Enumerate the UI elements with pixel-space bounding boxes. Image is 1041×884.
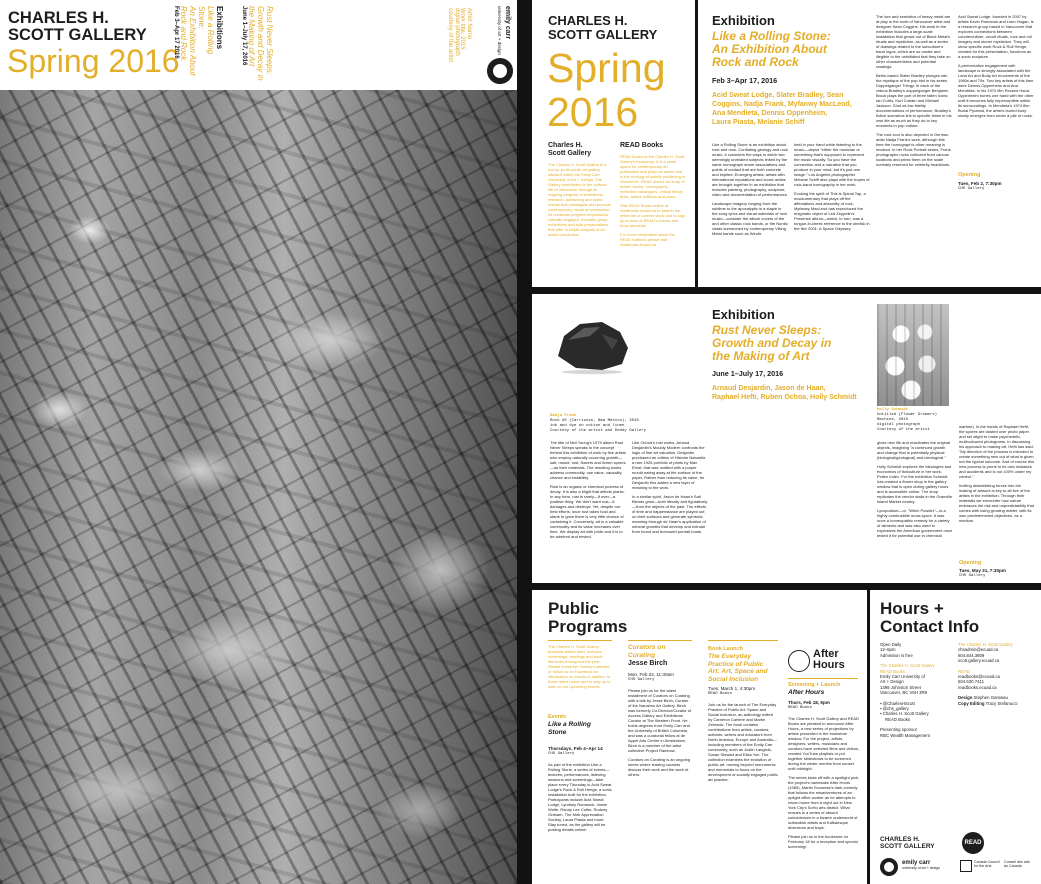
cover-exhibition-2-title-1: Rust Never Sleeps: bbox=[265, 6, 274, 75]
exhibition-2-col1-text-1: The title of Neil Young's 1979 album Rust Never Sleeps speaks to the concept behind this exhibition of work by five artists who employ naturally occurring growth—salt, mould, rust, flowers and lichen spores—as their materials. The resulting works address commodity, use value, causality, chance and instability. bbox=[550, 440, 626, 480]
programs-col2-rule bbox=[628, 640, 692, 641]
exhibition-1-label: Exhibition bbox=[712, 13, 775, 28]
intro-panel bbox=[532, 0, 695, 287]
contact-info bbox=[958, 642, 1036, 706]
exhibition-2-col3-text-1: gives new life and reactivates the original objects, imagining "a continued growth and change that is potentially physical (biological/geological) and ideological." bbox=[877, 440, 950, 460]
programs-heading-1: Public bbox=[548, 599, 600, 618]
hours-open-label: Open Daily bbox=[880, 642, 902, 647]
exhibition-2-col2-text-2: In a similar spirit, Jason de Haan's Salt Blends grow—both literally and figuratively—from the objects of the past. The effects of time and happenstance are played out on their surfaces and generate symbolic meaning through de Haan's application of mineral growths that develop and extrude from found and borrowed portrait busts. bbox=[632, 494, 708, 534]
talk-text bbox=[628, 688, 692, 777]
programs-events-label: Events bbox=[548, 714, 567, 720]
contact-label: The Charles H. Scott Gallery bbox=[958, 642, 1013, 647]
read-email[interactable]: readbooks@ecuad.ca bbox=[958, 674, 1000, 680]
read-web[interactable]: readbooks.ecuad.ca bbox=[958, 684, 997, 690]
launch-title-3: Art: Art, Space and bbox=[708, 668, 768, 676]
after-hours-logo-text-2: Hours bbox=[813, 659, 845, 671]
exhibition-2-dates: June 1–July 17, 2016 bbox=[712, 369, 784, 378]
after-hours-logo-icon bbox=[788, 650, 810, 672]
sponsor-label: Presenting sponsor bbox=[880, 727, 918, 733]
screening-text-2: The series kicks off with a spotlight pick, the project's namesake After Hours (1985), Martin Scorsese's dark comedy that follows the misadventures of an uptight office worker as he attempts to return home from a night out in New York City's SoHo arts district. What ensues is a series of absurd coincidences in a bizarre underworld of outlandish artists and Kafkaesque diversions and traps. bbox=[788, 775, 860, 830]
talk-text-2: Curators on Curating is an ongoing series where leading curators discuss their work and the work of others. bbox=[628, 757, 691, 777]
copy-label: Copy Editing bbox=[958, 700, 985, 706]
cover-credit-2: Work title, 2015 bbox=[459, 8, 465, 50]
exhibition-1-title-3: Rock and Rock bbox=[712, 55, 799, 69]
launch-title-2: Practice of Public bbox=[708, 660, 764, 668]
talk-label-1: Curators on bbox=[628, 644, 666, 651]
screening-text-1: The Charles H. Scott Gallery and READ Books are pleased to announce After Hours, a new series of projections by artists presented in the bookstore window. For the project, artists, designers, writers, musicians and curators have selected films and videos, created YouTube playlists or put together slideshows to be screened during the winter months from sunset until midnight. bbox=[788, 716, 860, 771]
cover-gallery-name bbox=[8, 10, 147, 44]
exhibition-1-col4-text bbox=[958, 14, 1034, 118]
photo-caption bbox=[877, 408, 957, 433]
social-instagram-handle: @chs_gallery bbox=[882, 706, 909, 712]
programs-heading-2: Programs bbox=[548, 617, 628, 636]
rock-caption-courtesy: Courtesy of the artist and Deddy Gallery bbox=[550, 429, 647, 433]
address-line-5: 1399 Johnston Street bbox=[880, 684, 921, 690]
rock-caption-medium: ink and dye on cotton and linen bbox=[550, 424, 625, 428]
intro-season-1: Spring bbox=[547, 45, 666, 91]
event-1-venue: CHS Gallery bbox=[548, 752, 575, 756]
footer-ec-logo bbox=[902, 860, 940, 871]
exhibition-1-col1-text-2: Landscape imagery ranging from the sublime to the apocalyptic is a staple in the song lyrics and visual materials of rock music—consider the album covers of the and other classic rock bands, or the Nordic vistas summoned by contemporary Viking Metal bands such as Windir. bbox=[712, 201, 788, 236]
address-line-1: The Charles H. Scott Gallery bbox=[880, 663, 935, 669]
exhibition-2-opening-date: Tues, May 31, 7:30pm bbox=[959, 568, 1006, 573]
talk-text-1: Please join us for the latest installment of Curators on Curating with a talk by Jesse Birch, Curator of the Nanaimo Art Gallery. Birch was formerly Co-Director/Curator of Access Gallery and Exhibitions Curator at The Western Front. He holds degrees from Emily Carr and the University of British Columbia, and was a curatorial fellow at de Appel Arts Centre in Amsterdam. Birch is a member of the artist collective Project Rainbow. bbox=[628, 688, 692, 753]
hours-heading-2: Contact Info bbox=[880, 617, 980, 636]
exhibition-1-artists-1: Acid Sweat Lodge, Slater Bradley, Sean bbox=[712, 92, 844, 99]
cover-credit-3: digital photograph bbox=[454, 8, 460, 56]
exhibition-2-panel bbox=[532, 294, 1041, 583]
facebook-icon: ▪ bbox=[880, 711, 883, 717]
footer-gallery-2: SCOTT GALLERY bbox=[880, 843, 935, 850]
exhibition-2-col4-text bbox=[959, 424, 1035, 523]
photo-caption-medium: digital photograph bbox=[877, 423, 921, 427]
rock-caption-artist: Nadja Frank bbox=[550, 414, 577, 418]
intro-col2-heading: READ Books bbox=[620, 142, 664, 149]
after-hours-logo-text-1: After bbox=[813, 648, 839, 660]
intro-col2-text-2: Visit READ Books online at readbooks.ecuad.ca to search our entire list of current stock and to sign up to hear of READ's events and book launches. bbox=[620, 203, 686, 228]
social-facebook-1: Charles H. Scott Gallery bbox=[882, 711, 929, 717]
exhibition-1-col3-text bbox=[876, 14, 952, 167]
exhibition-1-artists-4: Laura Piasta, Melanie Schiff bbox=[712, 119, 805, 126]
exhibition-2-artists-1: Arnaud Desjardin, Jason de Haan, bbox=[712, 385, 826, 392]
cover-logo-text bbox=[504, 6, 511, 39]
intro-col2-text-1: READ Books is the Charles H. Scott Gallery's bookshop. It is a small space for contemporary art publication and plays an active role in the ecology of artistic publishing in Vancouver. READ stocks an array of artists' books, monographs, exhibition catalogues, critical theory texts, artists' editions and zines. bbox=[620, 154, 686, 199]
exhibition-1-col1-text bbox=[712, 142, 788, 236]
hours-heading-1: Hours + bbox=[880, 599, 944, 618]
footer-cc-4: du Canada bbox=[1004, 864, 1022, 869]
flower-machine-photograph bbox=[877, 304, 949, 406]
social-facebook-2: READ Books bbox=[885, 716, 911, 722]
footer-cc-en bbox=[974, 860, 1002, 869]
cover-logo-subtext bbox=[496, 6, 503, 55]
launch-title bbox=[708, 653, 782, 683]
exhibition-2-col4-text-1: warfare). In the hands of Raphael Hefti, the spores are dusted over photo paper and set alight to make psychedelic, multicoloured photograms. In discussing his approach to making art, Hefti has said: "My direction of the process is intended to create something new out of what is given, not the typical outcome. And of course this new process is prone to its own mistakes and accidents and is not 100% under my control." bbox=[959, 424, 1035, 479]
copy-credit bbox=[958, 701, 1036, 706]
exhibition-2-col3-text-2: Holly Schmidt explores the ideologies and economics of floriculture in her work, Pollen Index. For the exhibition Schmidt has created a flower shop in the gallery window that is open during gallery hours and is accessible online. The shop replicates the vendor stalls in the Granville Island Market nearby. bbox=[877, 464, 953, 504]
rock-shape bbox=[550, 314, 634, 376]
read-label: READ bbox=[958, 668, 970, 674]
footer-gallery-logo bbox=[880, 836, 935, 850]
intro-season-2: 2016 bbox=[547, 89, 639, 135]
cover-page bbox=[0, 0, 517, 884]
cover-exhibition-1-title-1: Like a Rolling bbox=[206, 6, 215, 55]
talk-date: Mon, Feb 22, 11:30am bbox=[628, 672, 674, 677]
exhibition-1-col2-text-1: held in your hand while listening to the music—depict "either the musician or something that's supposed to represent the music visually. So you have the connection and a narrative that you produce in your mind, but it's just one image." Los Angeles photographer Melanie Schiff also plays with the tropes of rock-band iconography in her work. bbox=[794, 142, 870, 187]
hours-open-time: 12–5pm bbox=[880, 647, 896, 653]
exhibition-2-col2-text bbox=[632, 440, 708, 534]
intro-season bbox=[547, 46, 666, 134]
emily-carr-logo-icon bbox=[487, 58, 513, 84]
exhibition-2-opening-label: Opening bbox=[959, 560, 982, 566]
exhibition-1-panel bbox=[698, 0, 1041, 287]
cover-credit-1: Artist Name bbox=[466, 8, 472, 40]
screening-label: Screening + Launch bbox=[788, 682, 841, 688]
exhibition-1-col1-text-1: Like a Rolling Stone is an exhibition about rock and rock. Conflating geology and rock music, it considers the ways in which two seemingly unrelated subjects linked by the same homograph share associations and points of contact that are both concrete and implied. Emerging artists, artists with international reputations and iconic artists are brought together in an exhibition that includes painting, photography, sculpture, video and documentation of performances. bbox=[712, 142, 788, 197]
cover-logo-text-2: university of art + design bbox=[497, 6, 502, 55]
cover-gallery-name-line-1: CHARLES H. bbox=[8, 9, 109, 27]
instagram-icon: ▪ bbox=[880, 706, 883, 712]
brochure-spread bbox=[532, 0, 1041, 884]
address-line-4: Art + Design bbox=[880, 679, 904, 685]
talk-label bbox=[628, 644, 692, 659]
exhibition-2-artists-2: Raphael Hefti, Ruben Ochoa, Holly Schmidt bbox=[712, 394, 857, 401]
screening-text bbox=[788, 716, 860, 849]
cover-exhibitions-label: Exhibitions bbox=[215, 6, 224, 50]
intro-col2-text-3: For more information about the READ Editions please visit readbooks.ecuad.ca bbox=[620, 232, 675, 247]
cover-exhibition-2-title-3: the Making of Art bbox=[247, 6, 256, 67]
exhibition-1-title-2: An Exhibition About bbox=[712, 42, 827, 56]
photo-caption-title-2: Machine, 2015 bbox=[877, 418, 909, 422]
photo-caption-artist: Holly Schmidt bbox=[877, 408, 909, 412]
exhibition-2-col1-text bbox=[550, 440, 626, 539]
exhibition-2-col4-text-2: Inviting destabilizing forces into the making of artwork is key to all five of the artists in the exhibition. Through their materials we encounter how nature embraces the risk and unpredictability that comes with using growing matter, with its own predetermined objectives, as a medium. bbox=[959, 483, 1034, 523]
hours-admission: Admission is free bbox=[880, 652, 913, 658]
cover-rock-photograph bbox=[0, 90, 517, 884]
exhibition-2-title-1: Rust Never Sleeps: bbox=[712, 323, 822, 337]
exhibition-2-title bbox=[712, 324, 872, 363]
emily-carr-footer-icon bbox=[880, 858, 898, 876]
cover-exhibition-1-title-3: An Exhibition About bbox=[188, 6, 197, 76]
read-phone: 604.630.7411 bbox=[958, 679, 984, 685]
twitter-icon: ▪ bbox=[880, 700, 883, 706]
cover-exhibition-1-title-4: Rock and Rock bbox=[179, 6, 188, 61]
footer-cc-fr bbox=[1004, 860, 1034, 869]
exhibition-1-col2-text-2: Evoking the spirit of This is Spinal Tap, a mockumentary that plays off the affectations and absurdity of rock, Myfanwy MacLeod has reproduced the enigmatic object of Led Zeppelin's Presence album—which, in turn, was a tongue-in-cheek reference to the obelisk in the film 2001: A Space Odyssey. bbox=[794, 191, 870, 231]
talk-speaker: Jesse Birch bbox=[628, 660, 668, 667]
exhibition-1-title bbox=[712, 30, 892, 69]
canada-council-icon bbox=[960, 860, 972, 872]
talk-label-2: Curating bbox=[628, 651, 656, 659]
cover-exhibition-1-dates: Feb 3–Apr 17 2016 bbox=[173, 6, 179, 59]
footer-cc-3: Conseil des arts bbox=[1004, 860, 1030, 864]
cover-exhibition-2-title-2: Growth and Decay in bbox=[256, 6, 265, 81]
exhibition-1-col2-text bbox=[794, 142, 870, 231]
intro-gallery-name bbox=[548, 14, 657, 42]
exhibition-1-artists-2: Coggins, Nadja Frank, Myfanwy MacLeod, bbox=[712, 101, 852, 108]
rock-photograph bbox=[550, 314, 634, 376]
intro-col1-heading bbox=[548, 142, 612, 158]
exhibition-2-label: Exhibition bbox=[712, 307, 775, 322]
programs-col1-rule bbox=[548, 640, 612, 641]
event-1-text: As part of the exhibition Like a Rolling Stone, a series of events—lectures, performances, listening sessions and screenings—take place every Thursday in Acid Sweat Lodge's Rock & Roll Henge, a sonic installation built for the exhibition. Participants include Acid Sweat Lodge, Lyndsey Romanuk, Jamie Wolfe, Randy Lee Cutler, Rodney Graham, The Mob Appreciation Society, Laura Piasta and more. Stay tuned, as the gallery will be posting details online! bbox=[548, 762, 612, 832]
talk-venue: CHS Gallery bbox=[628, 678, 655, 682]
footer-cc-1: Canada Council bbox=[974, 860, 1000, 864]
exhibition-1-col3-text-2: Berlin-based Slater Bradley plunges into the mystique of the pop idol in his series Doppelganger Trilogy. In each of the videos Bradley's doppelganger Benjamin Brock plays the part of three fallen icons: Ian Curtis, Kurt Cobain and Michael Jackson. Shot as low fidelity documentations of performance, Bradley's fictive scenarios link to specific times in his own life as much as they do to key moments in pop culture. bbox=[876, 73, 952, 128]
cover-image-credit-b bbox=[446, 8, 460, 62]
launch-title-4: Social Inclusion bbox=[708, 675, 759, 683]
event-1-title-1: Like a Rolling bbox=[548, 721, 591, 728]
launch-venue: READ Books bbox=[708, 692, 733, 696]
rock-caption bbox=[550, 414, 670, 434]
exhibition-1-artists-3: Ana Mendieta, Dennis Oppenheim, bbox=[712, 110, 828, 117]
hours-info bbox=[880, 642, 952, 738]
programs-intro-text: The Charles H. Scott Gallery presents artist's talks, lectures, screenings, readings and book launches throughout the year. Please check the Gallery's website or follow us on Facebook for information on events in addition to those listed below and to stay up to date on our upcoming events. bbox=[548, 644, 611, 689]
exhibition-2-opening-venue: CHS Gallery bbox=[959, 574, 986, 578]
programs-col3-rule bbox=[708, 640, 778, 641]
contact-phone: 604.844.3809 bbox=[958, 652, 985, 658]
exhibition-2-artists bbox=[712, 384, 882, 402]
address-line-3: Emily Carr University of bbox=[880, 674, 925, 680]
cover-image-credit bbox=[458, 8, 472, 50]
rock-caption-title: Rock #5 (Carrizozo, New Mexico), 2010 bbox=[550, 419, 639, 423]
photo-caption-title: Untitled (Flower Growers) bbox=[877, 413, 938, 417]
copy-name: Tracy Stefanucci bbox=[985, 700, 1018, 706]
social-twitter-handle: @CharlesHScott bbox=[882, 700, 915, 706]
programs-col4-rule bbox=[788, 678, 858, 679]
contact-email[interactable]: chsadmin@ecuad.ca bbox=[958, 647, 999, 653]
exhibition-1-col3-text-1: The lore and semiotics of heavy metal are at play in the work of Vancouver artist and designer Sean Coggins. His work in the exhibition includes a large-scale installation that grows out of Black Metal's rituals and mysticism, as well as a series of drawings related to the subculture's band logos, which are so ornate and illegible to the uninitiated that they take on other characteristics and potential readings. bbox=[876, 14, 951, 69]
intro-gallery-name-1: CHARLES H. bbox=[548, 13, 628, 28]
cover-gallery-name-line-2: SCOTT GALLERY bbox=[8, 26, 147, 44]
cover-season: Spring 2016 bbox=[7, 43, 180, 79]
design-label: Design bbox=[958, 695, 973, 701]
cover-exhibition-2-block-b bbox=[240, 6, 256, 66]
event-1-date: Thursdays, Feb 4–Apr 14 bbox=[548, 746, 603, 751]
launch-date: Tues, March 1, 4:30pm bbox=[708, 686, 756, 691]
cover-exhibition-1-block-b bbox=[172, 6, 188, 60]
cover-exhibition-1-title-2: Stone: bbox=[197, 6, 206, 30]
cover-credit-4: courtesy of the artist bbox=[447, 8, 453, 63]
address-line-6: Vancouver, BC V6H 3R9 bbox=[880, 690, 927, 696]
read-logo-icon: READ bbox=[962, 832, 984, 854]
exhibition-1-opening-label: Opening bbox=[958, 172, 981, 178]
footer-ec-1: emily carr bbox=[902, 860, 931, 866]
intro-col1-heading-2: Scott Gallery bbox=[548, 150, 592, 157]
launch-title-1: The Everyday bbox=[708, 653, 751, 660]
address-line-2: READ Books bbox=[880, 668, 906, 674]
screening-text-3: Please join us in the bookstore on February 18 for a reception and special screening! bbox=[788, 834, 858, 849]
exhibition-1-opening-venue: CHS Gallery bbox=[958, 187, 985, 191]
intro-col1-heading-1: Charles H. bbox=[548, 142, 583, 149]
screening-date: Thurs, Feb 18, 6pm bbox=[788, 700, 830, 705]
event-1-title bbox=[548, 721, 612, 736]
intro-gallery-name-2: SCOTT GALLERY bbox=[548, 27, 658, 42]
public-programs-panel bbox=[532, 590, 867, 884]
after-hours-logo-text bbox=[813, 649, 845, 671]
cover-exhibition-1-block bbox=[188, 6, 206, 76]
cover-logo-text-1: emily carr bbox=[504, 6, 511, 40]
design-name: Stephen Gamwau bbox=[973, 695, 1008, 701]
exhibition-2-title-2: Growth and Decay in bbox=[712, 336, 832, 350]
exhibition-1-col3-text-3: The rock icon is also depicted in German artist Nadja Frank's work, although this time the homograph's other meaning is invoked. In her Rock Portrait series, Frank photographs rocks collected from various locations and prints them on the scale normally reserved for celebrity headshots. bbox=[876, 132, 951, 167]
exhibition-1-opening-date: Tues, Feb 2, 7:30pm bbox=[958, 181, 1002, 186]
launch-text: Join us for the launch of The Everyday Practice of Public Art: Space and Social Inclusion, an anthology edited by Cameron Cartiere and Martin Zebracki. The book contains contributions from artists, curators, activists, writers and educators from North America, Europe and Australia—including members of the Emily Carr community, such as Justin Langlois, Susan Stewart and Elisa Yon. The collection examines the evolution of public art, moving beyond monuments and memorials to focus on the development of socially engaged public art practice. bbox=[708, 702, 778, 782]
exhibition-1-title-1: Like a Rolling Stone: bbox=[712, 29, 831, 43]
sponsor-name: RBC Wealth Management bbox=[880, 732, 930, 738]
cover-header bbox=[0, 0, 517, 90]
programs-heading bbox=[548, 600, 627, 636]
hours-contact-panel bbox=[870, 590, 1041, 884]
exhibition-2-col1-text-2: Rust is an organic or chemical process of decay. It is also a blight that affects plants. In any form, rust is rarely—if ever—a positive thing. We don't want rust—it damages and destroys. Yet, despite our best efforts, once rust takes hold and starts to grow there is very little chance of containing it. Conversely, art is a valuable commodity and its value increases over time. We display art with pride and it is to be admired and envied. bbox=[550, 484, 625, 539]
footer-gallery-1: CHARLES H. bbox=[880, 836, 920, 843]
photo-caption-courtesy: Courtesy of the artist bbox=[877, 428, 930, 432]
screening-venue: READ Books bbox=[788, 706, 813, 710]
cover-exhibitions-list bbox=[206, 6, 224, 54]
exhibition-1-col4-text-1: Acid Sweat Lodge, founded in 2007 by artists Kevin Romanuk and Liam Hogan, is a research group based in Vancouver that explores connections between counterculture, occult rituals, rock and roll imagery and stoner mysticism. They will show specific work Rock & Roll Henge, created for this presentation, functions as a sonic sculpture. bbox=[958, 14, 1034, 59]
exhibition-2-col2-text-1: Like Ochoa's rust works, Arnaud Desjardin's Mouldy Modern confronts the logic of fine art valuation. Desjardin purchased an edition of Histoire Naturelle, a rare 1926 portfolio of prints by Max Ernst, that was mottled with a purple mould eating away at the surface of the paper. Rather than reducing its value, for Desjardin this added a new layer of meaning to the work. bbox=[632, 440, 707, 490]
intro-col2-text bbox=[620, 154, 686, 247]
cover-exhibition-2-block bbox=[256, 6, 274, 81]
exhibition-2-col3-text bbox=[877, 440, 953, 538]
intro-col1-text: The Charles H. Scott Gallery is a not-for-profit public art gallery situated within the Emily Carr University of Art + Design. The Gallery contributes to the cultural life of Vancouver through its ongoing program of exhibitions, research, publishing and public events that investigate and promote contemporary visual art production. Its curatorial program emphasizes critically engaged, thematic group exhibitions and solo presentations that offer in-depth analysis of an artist's production. bbox=[548, 162, 612, 237]
event-1-title-2: Stone bbox=[548, 728, 567, 736]
exhibition-1-dates: Feb 3–Apr 17, 2016 bbox=[712, 76, 778, 85]
exhibition-2-title-3: the Making of Art bbox=[712, 349, 810, 363]
footer-cc-2: for the Arts bbox=[974, 864, 992, 869]
exhibition-1-artists bbox=[712, 91, 892, 127]
cover-exhibition-2-dates: June 1–July 17, 2016 bbox=[241, 6, 247, 66]
launch-label: Book Launch bbox=[708, 646, 743, 652]
screening-title: After Hours bbox=[788, 689, 825, 696]
footer-ec-2: university of art + design bbox=[902, 866, 941, 870]
hours-heading bbox=[880, 600, 979, 636]
exhibition-2-col3-text-3: Lycopodium—or, "Witch Powder"—is a highly combustible moss spore. It was once a homeopathic remedy for a variety of ailments and was also used in explosives the American government once tested it for potential use in chemical bbox=[877, 508, 953, 538]
contact-web[interactable]: scott.gallery.ecuad.ca bbox=[958, 658, 1000, 664]
exhibition-1-col4-text-2: A performative engagement with landscape is strongly associated with the Land Art and Body Art movements of the 1960s and 70s. Two key artists of this time were Dennis Oppenheim and Ana Mendieta. In his 1970 film Rocked Hand, Oppenheim buries one hand with the other until it becomes fully imperceptible within its surroundings. In Mendieta's 1974 film Burial Pyramid, the artist's buried body slowly emerges from under a pile of rocks. bbox=[958, 63, 1034, 118]
